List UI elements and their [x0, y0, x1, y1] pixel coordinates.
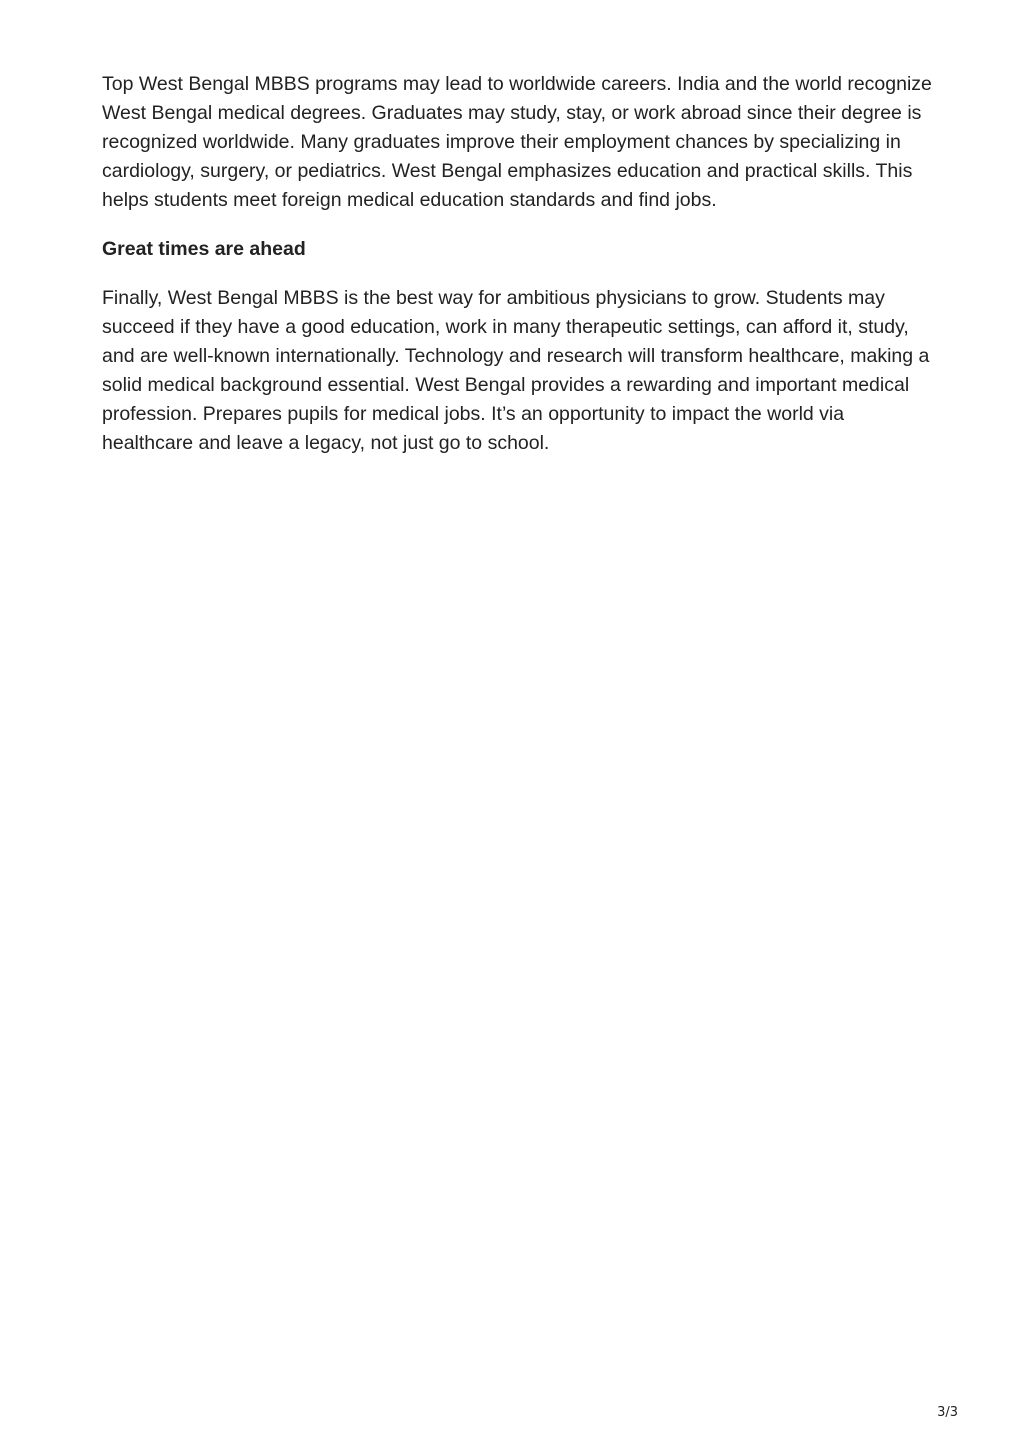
body-paragraph-careers: Top West Bengal MBBS programs may lead to worldwide careers. India and the world recognize West Bengal medical degrees. Graduates may study, stay, or work abroad since their degree is recognized worldwide. Many graduates improve their employment chances by specializing in cardiology, surgery, or pediatrics. West Bengal emphasizes education and practical skills. This helps students meet foreign medical education standards and find jobs.: [102, 73, 932, 211]
body-paragraph-conclusion: Finally, West Bengal MBBS is the best way for ambitious physicians to grow. Students may succeed if they have a good education, work in many therapeutic settings, can afford it, study, and are well-known internationally. Technology and research will transform healthcare, making a solid medical background essential. West Bengal provides a rewarding and important medical profession. Prepares pupils for medical jobs. It’s an opportunity to impact the world via healthcare and leave a legacy, not just go to school.: [102, 287, 930, 454]
page-number: 3/3: [937, 1405, 958, 1420]
section-heading: Great times are ahead: [102, 238, 306, 260]
document-body: [102, 70, 932, 458]
